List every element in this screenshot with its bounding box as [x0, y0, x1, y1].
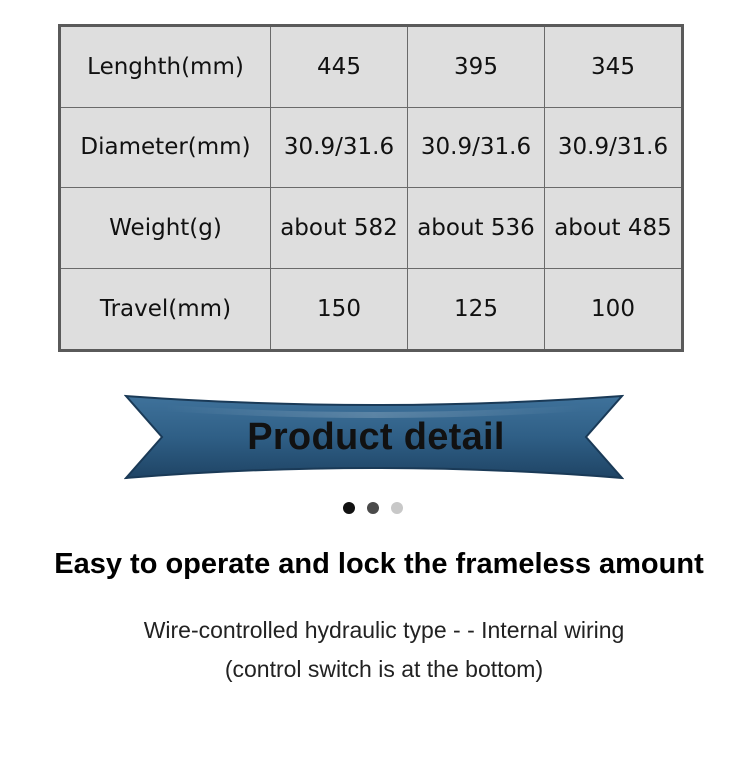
- cell-travel-1: 150: [271, 269, 408, 350]
- carousel-dots: [343, 502, 403, 514]
- spec-table: [58, 24, 684, 352]
- cell-diameter-3: 30.9/31.6: [545, 108, 681, 189]
- banner-title: Product detail: [247, 415, 505, 458]
- cell-length-2: 395: [408, 27, 545, 108]
- product-detail-banner: [124, 392, 624, 482]
- cell-weight-3: about 485: [545, 188, 681, 269]
- cell-label-diameter: Diameter(mm): [61, 108, 271, 189]
- cell-length-3: 345: [545, 27, 681, 108]
- section-description-line1: Wire-controlled hydraulic type - - Internal wiring: [143, 617, 625, 643]
- cell-weight-1: about 582: [271, 188, 408, 269]
- carousel-dot-2[interactable]: [367, 502, 379, 514]
- cell-diameter-1: 30.9/31.6: [271, 108, 408, 189]
- cell-travel-3: 100: [591, 295, 635, 322]
- cell-diameter-2: 30.9/31.6: [408, 108, 545, 189]
- carousel-dot-3[interactable]: [391, 502, 403, 514]
- section-description-line2: (control switch is at the bottom): [224, 656, 544, 682]
- carousel-dot-active[interactable]: [343, 502, 355, 514]
- cell-label-weight: Weight(g): [61, 188, 271, 269]
- cell-weight-2: about 536: [408, 188, 545, 269]
- cell-length-1: 445: [271, 27, 408, 108]
- cell-label-length: Lenghth(mm): [61, 27, 271, 108]
- cell-travel-2: 125: [408, 269, 545, 350]
- cell-label-travel: Travel(mm): [61, 269, 271, 350]
- section-headline: Easy to operate and lock the frameless amount: [54, 548, 704, 580]
